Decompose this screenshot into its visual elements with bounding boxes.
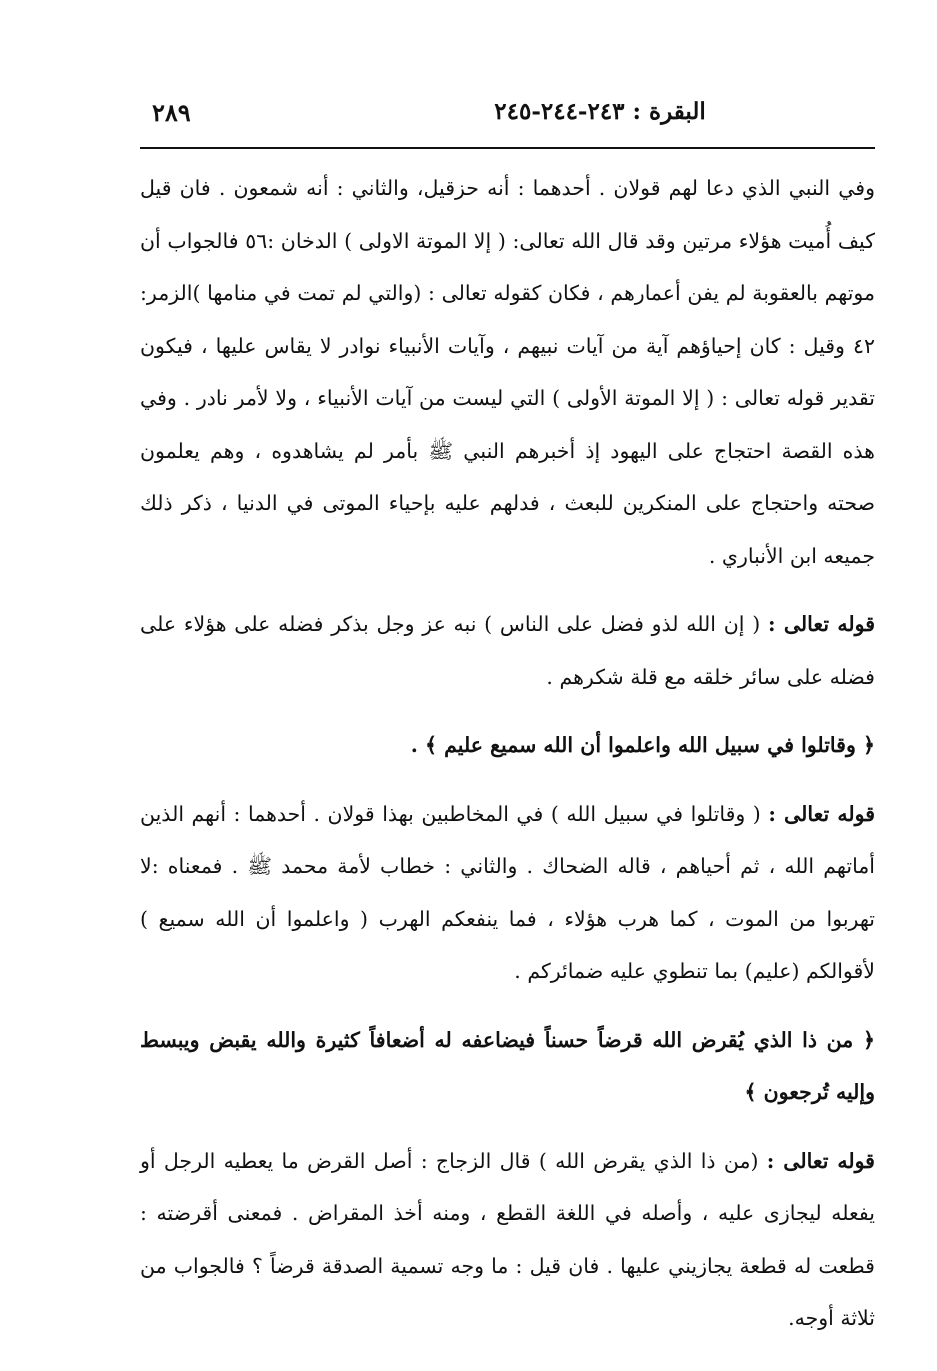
running-head: البقرة : ٢٤٣-٢٤٤-٢٤٥ <box>494 98 706 125</box>
paragraph-lead: قوله تعالى : <box>768 801 875 826</box>
body-text <box>140 162 875 1345</box>
paragraph-lead: قوله تعالى : <box>766 1148 875 1173</box>
paragraph-text: وفي النبي الذي دعا لهم قولان . أحدهما : أنه حزقيل، والثاني : أنه شمعون . فان قيل كيف أُميت هؤلاء مرتين وقد قال الله تعالى: ( إلا الموتة الاولى ) الدخان :٥٦ فالجواب أن موتهم بالعقوبة لم يفن أعمارهم ، فكان كقوله تعالى : (والتي لم تمت في منامها )الزمر: ٤٢ وقيل : كان إحياؤهم آية من آيات نبيهم ، وآيات الأنبياء نوادر لا يقاس عليها ، فيكون تقدير قوله تعالى : ( إلا الموتة الأولى ) التي ليست من آيات الأنبياء ، ولا لأمر نادر . وفي هذه القصة احتجاج على اليهود إذ أخبرهم النبي ﷺ بأمر لم يشاهدوه ، وهم يعلمون صحته واحتجاج على المنكرين للبعث ، فدلهم عليه بإحياء الموتى في الدنيا ، ذكر ذلك جميعه ابن الأنباري . <box>140 176 875 568</box>
paragraph-3 <box>140 788 875 998</box>
verse-1: ﴿ وقاتلوا في سبيل الله واعلموا أن الله سميع عليم ﴾ . <box>410 733 875 757</box>
paragraph-text: ( وقاتلوا في سبيل الله ) في المخاطبين بهذا قولان . أحدهما : أنهم الذين أماتهم الله ، ثم أحياهم ، قاله الضحاك . والثاني : خطاب لأمة محمد ﷺ . فمعناه :لا تهربوا من الموت ، كما هرب هؤلاء ، فما ينفعكم الهرب ( واعلموا أن الله سميع ) لأقوالكم (عليم) بما تنطوي عليه ضمائركم . <box>140 801 875 983</box>
paragraph-4 <box>140 1135 875 1345</box>
paragraph-text: (من ذا الذي يقرض الله ) قال الزجاج : أصل القرض ما يعطيه الرجل أو يفعله ليجازى عليه ، وأصله في اللغة القطع ، ومنه أخذ المقراض . فمعنى أقرضته : قطعت له قطعة يجازيني عليها . فان قيل : ما وجه تسمية الصدقة قرضاً ؟ فالجواب من ثلاثة أوجه. <box>140 1148 875 1330</box>
verse-2: ﴿ من ذا الذي يُقرض الله قرضاً حسناً فيضاعفه له أضعافاً كثيرة والله يقبض ويبسط وإليه تُرجعون ﴾ <box>140 1027 875 1104</box>
paragraph-1 <box>140 162 875 582</box>
header-divider <box>140 147 875 149</box>
paragraph-lead: قوله تعالى : <box>767 612 875 636</box>
paragraph-2 <box>140 598 875 703</box>
page-header <box>140 88 875 132</box>
paragraph-text: ( إن الله لذو فضل على الناس ) نبه عز وجل بذكر فضله على هؤلاء على فضله على سائر خلقه مع قلة شكرهم . <box>140 612 875 689</box>
page-number: ٢٨٩ <box>152 98 191 127</box>
